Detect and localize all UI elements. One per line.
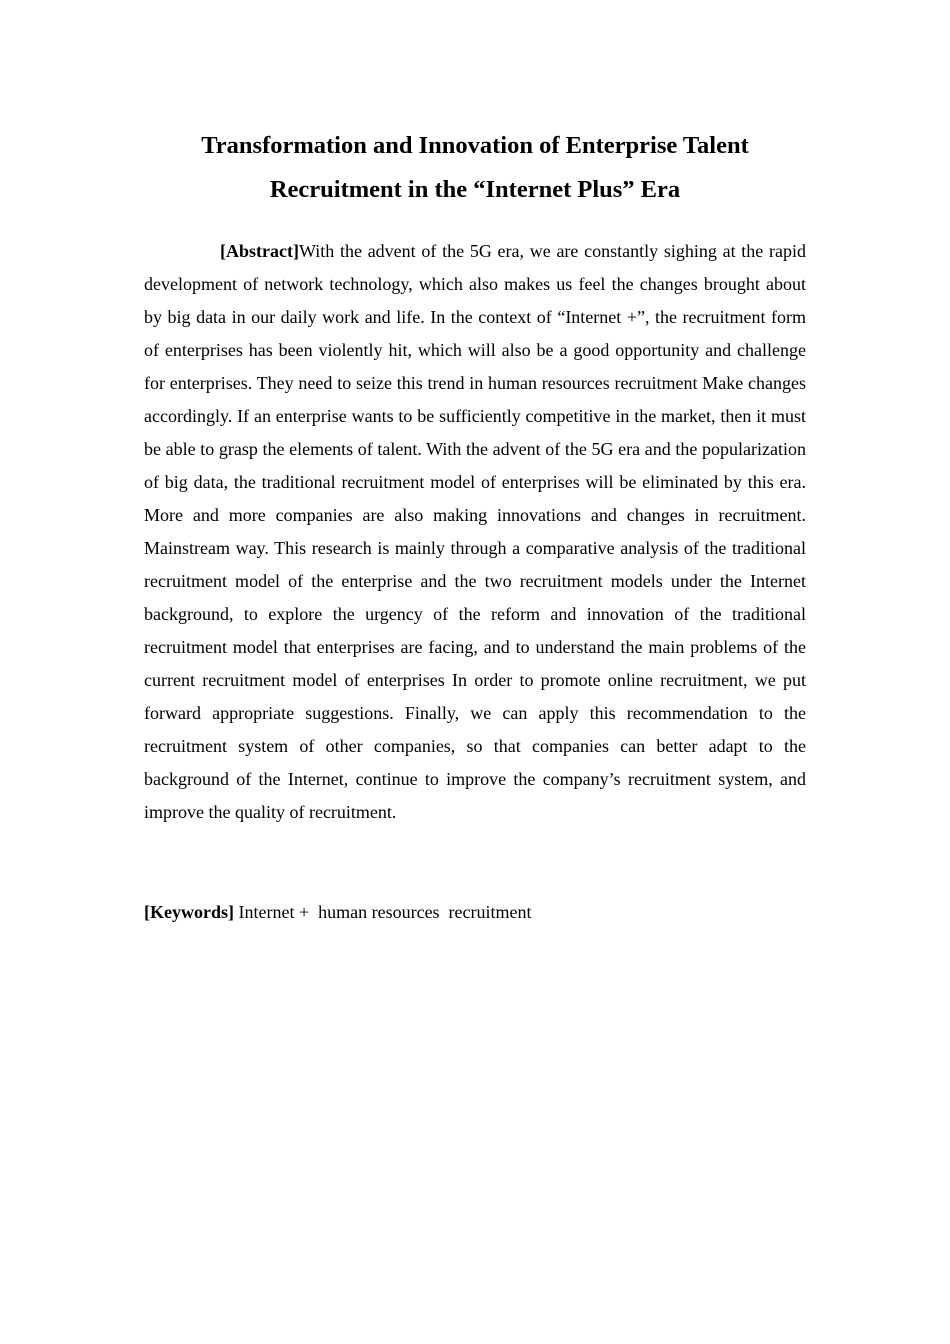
keywords-label: [Keywords] — [144, 902, 234, 922]
abstract-text: With the advent of the 5G era, we are constantly sighing at the rapid development of network technology, which also makes us feel the changes brought about by big data in our daily work and life. In the context of “Internet +”, the recruitment form of enterprises has been violently hit, which will also be a good opportunity and challenge for enterprises. They need to seize this trend in human resources recruitment Make changes accordingly. If an enterprise wants to be sufficiently competitive in the market, then it must be able to grasp the elements of talent. With the advent of the 5G era and the popularization of big data, the traditional recruitment model of enterprises will be eliminated by this era. More and more companies are also making innovations and changes in recruitment. Mainstream way. This research is mainly through a comparative analysis of the traditional recruitment model of the enterprise and the two recruitment models under the Internet background, to explore the urgency of the reform and innovation of the traditional recruitment model that enterprises are facing, and to understand the main problems of the current recruitment model of enterprises In order to promote online recruitment, we put forward appropriate suggestions. Finally, we can apply this recommendation to the recruitment system of other companies, so that companies can better adapt to the background of the Internet, continue to improve the company’s recruitment system, and improve the quality of recruitment. — [144, 241, 806, 822]
title-line-2: Recruitment in the “Internet Plus” Era — [269, 176, 681, 203]
title-line-1: Transformation and Innovation of Enterprise Talent — [201, 132, 749, 159]
abstract-paragraph — [144, 235, 806, 829]
page-title — [144, 124, 806, 212]
abstract-label: [Abstract] — [220, 241, 299, 261]
keywords-line — [144, 896, 806, 929]
keywords-text: Internet + human resources recruitment — [233, 902, 532, 922]
